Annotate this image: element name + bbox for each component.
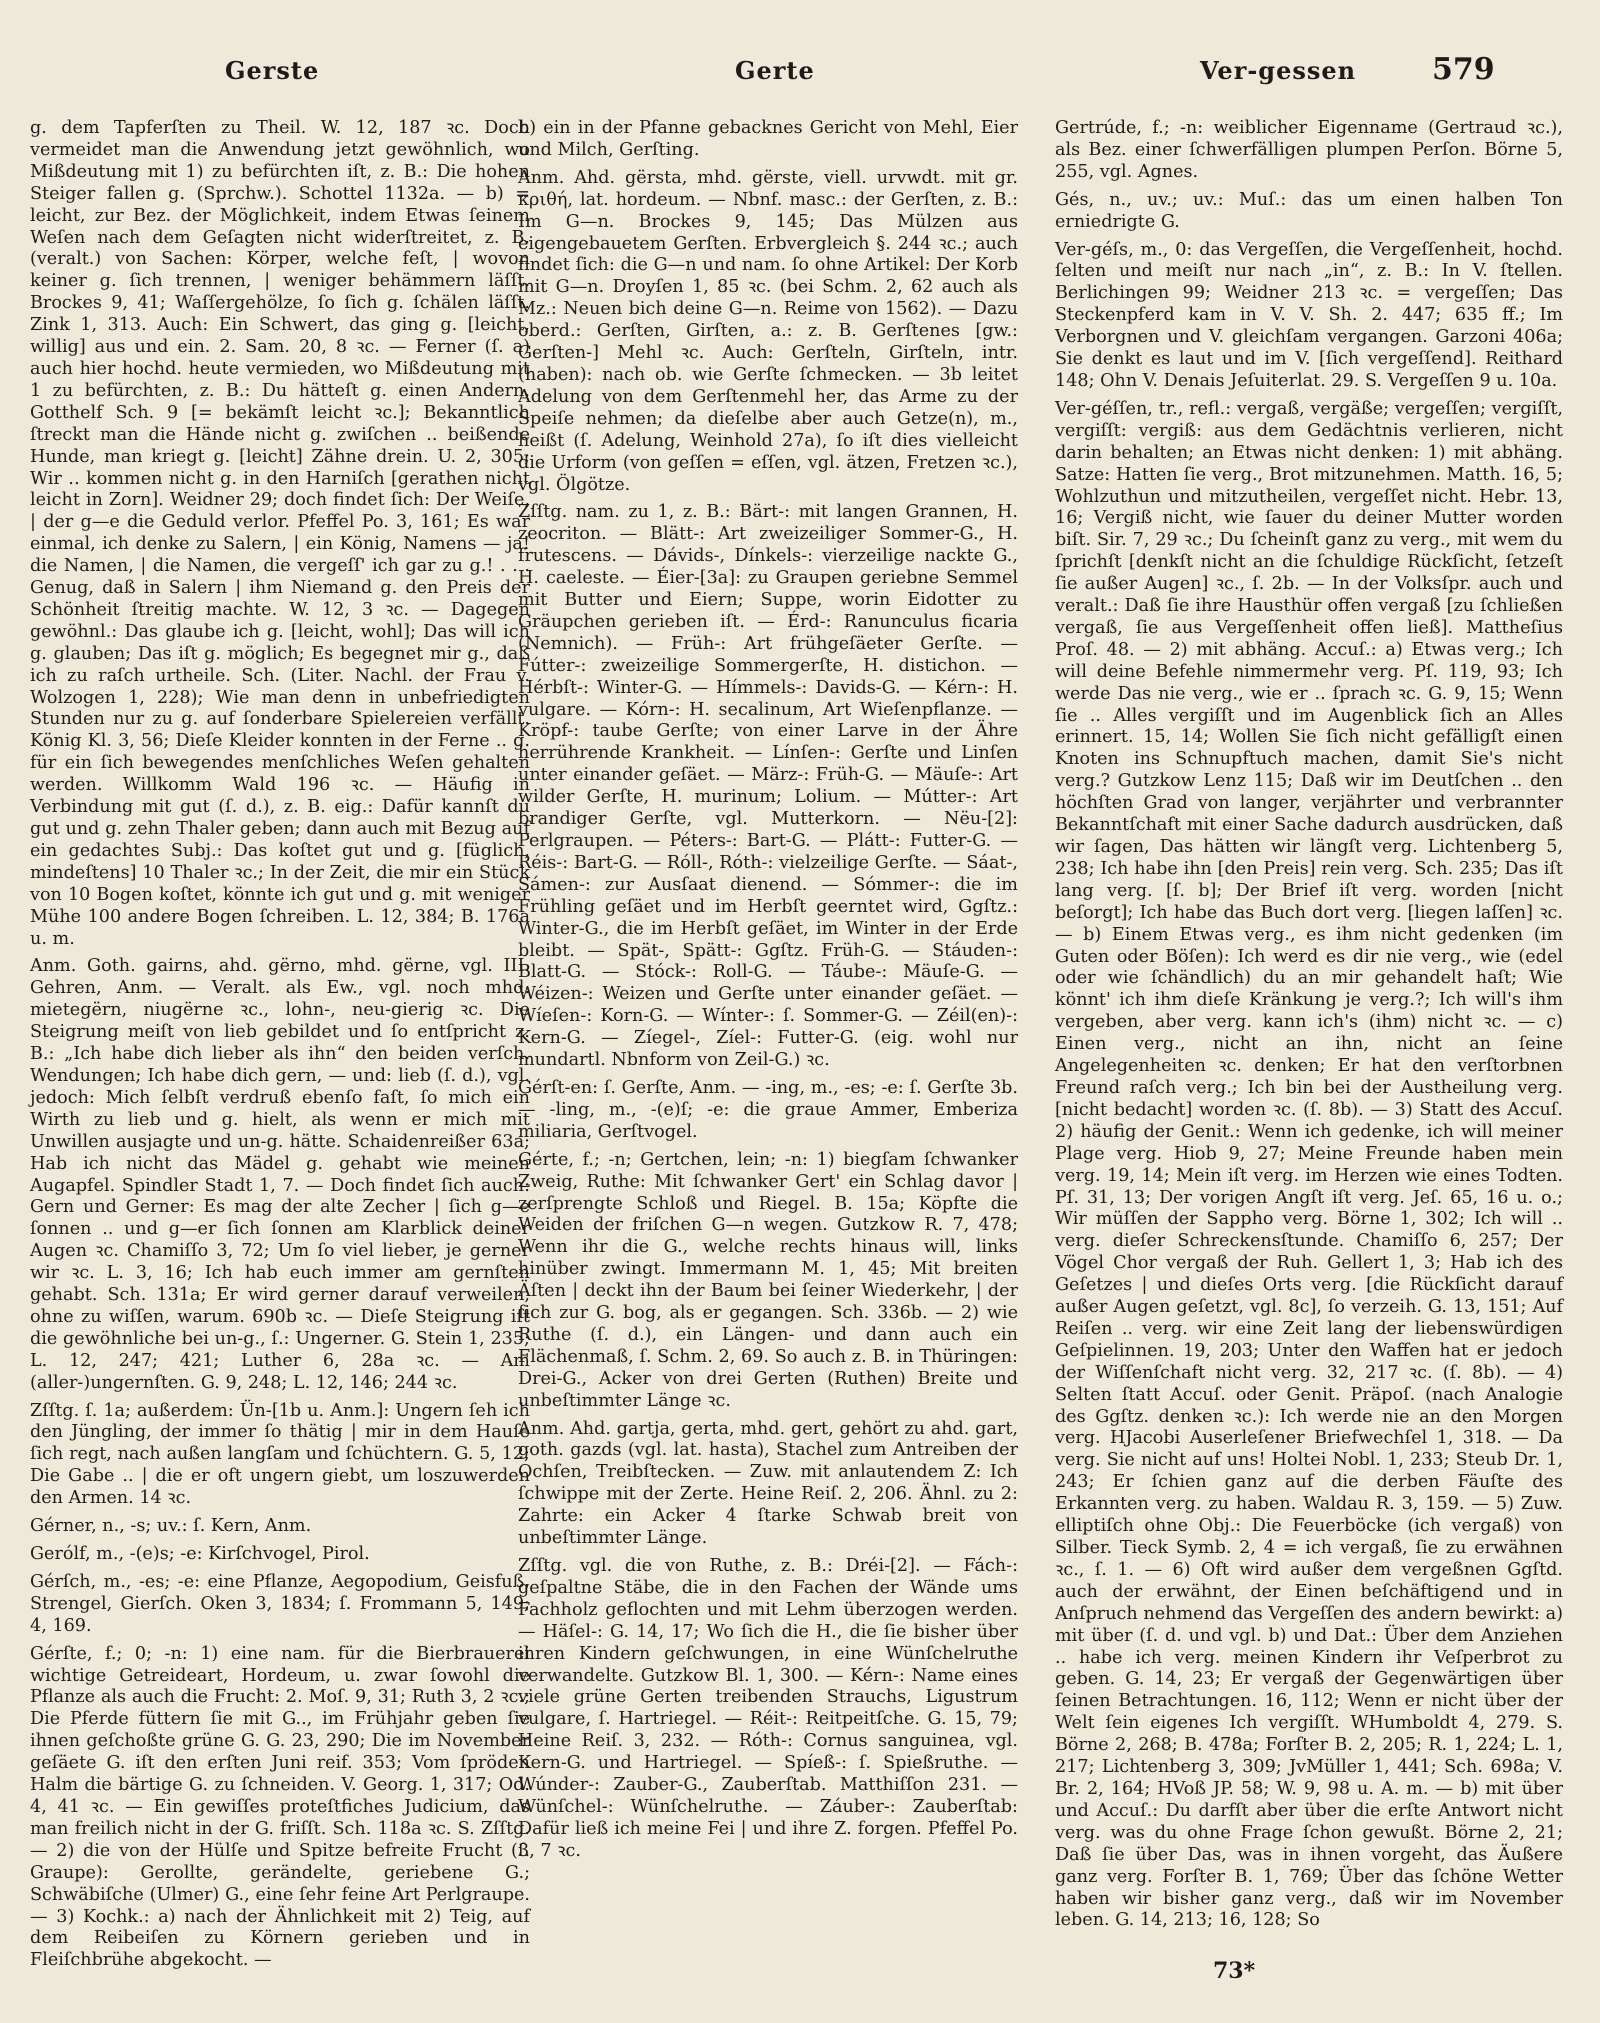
entry-paragraph: Anm. Ahd. gartja, gerta, mhd. gert, gehört zu ahd. gart, goth. gazds (vgl. lat. hasta), Stachel zum Antreiben der Ochſen, Treibſtecken. — Zuw. mit anlautendem Z: Ich ſchwippe mit der Zerte. Heine Reiſ. 2, 206. Ähnl. zu 2: Zahrte: ein Acker 4 ſtarke Schwab breit von unbeſtimmter Länge. [518, 1418, 1018, 1549]
running-head-left: Gerste [225, 56, 320, 85]
running-head-right: Ver-gessen [1200, 56, 1357, 85]
entry-paragraph: Anm. Ahd. gërsta, mhd. gërste, viell. urvwdt. mit gr. κριθή, lat. hordeum. — Nbnf. masc.: der Gerſten, z. B.: Im G—n. Brockes 9, 145; Das Mülzen aus eigengebauetem Gerſten. Erbvergleich §. 244 ꝛc.; auch findet ſich: die G—n und nam. ſo ohne Artikel: Der Korb mit G—n. Droyſen 1, 85 ꝛc. (bei Schm. 2, 62 auch als Mz.: Neuen bich deine G—n. Reime von 1562). — Dazu oberd.: Gerſten, Girſten, a.: z. B. Gerſtenes [gw.: Gerſten-] Mehl ꝛc. Auch: Gerſteln, Girſteln, intr. (haben): nach ob. wie Gerſte ſchmecken. — 3b leitet Adelung von dem Gerſtenmehl her, das Arme zu der Speiſe nehmen; da dieſelbe aber auch Getze(n), m., heißt (ſ. Adelung, Weinhold 27a), ſo iſt dies vielleicht die Urform (von geſſen = eſſen, vgl. ätzen, Fretzen ꝛc.), vgl. Ölgötze. [518, 167, 1018, 495]
entry-paragraph: g. dem Tapferſten zu Theil. W. 12, 187 ꝛc. Doch vermeidet man die Anwendung jetzt gewöhnlich, wo Mißdeutung mit 1) zu befürchten iſt, z. B.: Die hohen Steiger fallen g. (Sprchw.). Schottel 1132a. — b) = leicht, zur Bez. der Möglichkeit, indem Etwas ſeinem Weſen nach dem Geſagten nicht widerſtreitet, z. B. (veralt.) von Sachen: Körper, welche feſt, | wovon keiner g. ſich trennen, | weniger behämmern läſſt. Brockes 9, 41; Waſſergehölze, ſo ſich g. ſchälen läſſt. Zink 1, 313. Auch: Ein Schwert, das ging g. [leicht, willig] aus und ein. 2. Sam. 20, 8 ꝛc. — Ferner (ſ. a) auch hier hochd. heute vermieden, wo Mißdeutung mit 1 zu befürchten, z. B.: Du hätteſt g. einen Andern. Gotthelf Sch. 9 [= bekämſt leicht ꝛc.]; Bekanntlich ſtreckt man die Hände nicht g. zwiſchen .. beißende Hunde, man kriegt g. [leicht] Zähne drein. U. 2, 305; Wir ‥ kommen nicht g. in den Harniſch [gerathen nicht leicht in Zorn]. Weidner 29; doch findet ſich: Der Weiſe, | der g—e die Geduld verlor. Pfeffel Po. 3, 161; Es war einmal, ich denke zu Salern, | ein König, Namens — ja! die Namen, | die Namen, die vergeſſ' ich gar zu g.! . . . Genug, daß in Salern | ihm Niemand g. den Preis der Schönheit ſtreitig machte. W. 12, 3 ꝛc. — Dagegen gewöhnl.: Das glaube ich g. [leicht, wohl]; Das will ich g. glauben; Das iſt g. möglich; Es begegnet mir g., daß ich zu raſch urtheile. Sch. (Liter. Nachl. der Frau v. Wolzogen 1, 228); Wie man denn in unbefriedigten Stunden nur zu g. auf ſonderbare Spielereien verfällt. König Kl. 3, 56; Dieſe Kleider konnten in der Ferne .. g. für ein ſich bewegendes menſchliches Weſen gehalten werden. Willkomm Wald 196 ꝛc. — Häufig in Verbindung mit gut (ſ. d.), z. B. eig.: Dafür kannſt du gut und g. zehn Thaler geben; dann auch mit Bezug auf ein gedachtes Subj.: Das koſtet gut und g. [füglich, mindeſtens] 10 Thaler ꝛc.; In der Zeit, die mir ein Stück von 10 Bogen koſtet, könnte ich gut und g. mit weniger Mühe 100 andere Bogen ſchreiben. L. 12, 384; B. 176a u. m. [30, 118, 530, 949]
entry-paragraph: b) ein in der Pfanne gebacknes Gericht von Mehl, Eier und Milch, Gerſting. [518, 118, 1018, 160]
column-left [30, 118, 530, 1971]
entry-paragraph: Gérte, f.; -n; Gertchen, lein; -n: 1) biegſam ſchwanker Zweig, Ruthe: Mit ſchwanker Gert' ein Schlag davor | zerſprengte Schloß und Riegel. B. 15a; Köpfte die Weiden der friſchen G—n wegen. Gutzkow R. 7, 478; Wenn ihr die G., welche rechts hinaus will, links hinüber zwingt. Immermann M. 1, 45; Mit breiten Äſten | deckt ihn der Baum bei ſeiner Wiederkehr, | der ſich zur G. bog, als er gegangen. Sch. 336b. — 2) wie Ruthe (ſ. d.), ein Längen- und dann auch ein Flächenmaß, ſ. Schm. 2, 69. So auch z. B. in Thüringen: Drei-G., Acker von drei Gerten (Ruthen) Breite und unbeſtimmter Länge ꝛc. [518, 1149, 1018, 1411]
entry-paragraph: Gérner, n., -s; uv.: ſ. Kern, Anm. [30, 1516, 312, 1537]
page-number: 579 [1432, 52, 1495, 87]
column-right [1055, 118, 1563, 1938]
entry-paragraph: Ver-géſſen, tr., refl.: vergaß, vergäße; vergeſſen; vergiſſt, vergiſſt: vergiß: aus dem Gedächtnis verlieren, nicht darin behalten; an Etwas nicht denken: 1) mit abhäng. Satze: Hatten ſie verg., Brot mitzunehmen. Matth. 16, 5; Wohlzuthun und mitzutheilen, vergeſſet nicht. Hebr. 13, 16; Vergiß nicht, wie ſauer du deiner Mutter worden biſt. Sir. 7, 29 ꝛc.; Du ſcheinſt ganz zu verg., mit wem du ſprichſt [denkſt nicht an die ſchuldige Rückſicht, ſetzeſt ſie außer Augen] ꝛc., ſ. 2b. — In der Volksſpr. auch und veralt.: Daß ſie ihre Hausthür offen vergaß [zu ſchließen vergaß, ſie aus Vergeſſenheit offen ließ]. Mattheſius Proſ. 48. — 2) mit abhäng. Accuſ.: a) Etwas verg.; Ich will deine Befehle nimmermehr verg. Pſ. 119, 93; Ich werde Das nie verg., wie er .. ſprach ꝛc. G. 9, 15; Wenn ſie .. Alles vergiſſt und im Augenblick ſich an Alles erinnert. 15, 14; Wollen Sie ſich nicht gefälligſt einen Knoten ins Schnupftuch machen, damit Sie's nicht verg.? Gutzkow Lenz 115; Daß wir im Deutſchen .. den höchſten Grad von langer, verjährter und verbrannter Bekanntſchaft mit einer Sache dadurch ausdrücken, daß wir ſagen, Das hätten wir längſt verg. Lichtenberg 5, 238; Ich habe ihn [den Preis] rein verg. Sch. 235; Das iſt lang verg. [ſ. b]; Der Brief iſt verg. worden [nicht beſorgt]; Ich habe das Buch dort verg. [liegen laſſen] ꝛc. — b) Einem Etwas verg., es ihm nicht gedenken (im Guten oder Böſen): Ich werd es dir nie verg., wie (edel oder wie ſchändlich) du an mir gehandelt haſt; Wie könnt' ich ihm dieſe Kränkung je verg.?; Ich will's ihm vergeben, aber verg. kann ich's (ihm) nicht ꝛc. — c) Einen verg., nicht an ihn, nicht an ſeine Angelegenheiten ꝛc. denken; Er hat den verſtorbnen Freund raſch verg.; Ich bin bei der Austheilung verg. [nicht bedacht] worden ꝛc. (ſ. 8b). — 3) Statt des Accuſ. 2) häufig der Genit.: Wenn ich gedenke, ich will meiner Plage verg. Hiob 9, 27; Meine Freunde haben mein verg. 19, 14; Mein iſt verg. im Herzen wie eines Todten. Pſ. 31, 13; Der vorigen Angſt iſt verg. Jeſ. 65, 16 u. o.; Wir müſſen der Sappho verg. Börne 1, 302; Ich will .. verg. dieſer Schreckensſtunde. Chamiſſo 6, 257; Der Vögel Chor vergaß der Ruh. Gellert 1, 3; Hab ich des Geſetzes | und dieſes Orts verg. [die Rückſicht darauf außer Augen geſetzt, vgl. 8c], ſo verzeih. G. 13, 151; Auf Reiſen .. verg. wir eine Zeit lang der liebenswürdigen Geſpielinnen. 19, 203; Unter den Waffen hat er jedoch der Wiſſenſchaft nicht verg. 32, 217 ꝛc. (ſ. 8b). — 4) Selten ſtatt Accuſ. oder Genit. Präpoſ. (nach Analogie des Ggſtz. denken ꝛc.): Ich werde nie an den Morgen verg. HJacobi Auserleſener Briefwechſel 1, 318. — Da verg. Sie nicht auf uns! Holtei Nobl. 1, 233; Steub Dr. 1, 243; Er ſchien ganz auf die derben Fäuſte des Erkannten verg. zu haben. Waldau R. 3, 159. — 5) Zuw. elliptiſch ohne Obj.: Die Feuerböcke (ich vergaß) von Silber. Tieck Symb. 2, 4 = ich vergaß, ſie zu erwähnen ꝛc., ſ. 1. — 6) Oft wird außer dem vergeßnen Ggſtd. auch der erwähnt, der Einen beſchäftigend und in Anſpruch nehmend das Vergeſſen des andern bewirkt: a) mit über (ſ. d. und vgl. b) und Dat.: Über dem Anziehen .. habe ich verg. meinen Kindern ihr Veſperbrot zu geben. G. 14, 23; Er vergaß der Gegenwärtigen über ſeinen Betrachtungen. 16, 112; Wenn er nicht über der Welt ſein eigenes Ich vergiſſt. WHumboldt 4, 279. S. Börne 2, 268; B. 478a; Forſter B. 2, 205; R. 1, 224; L. 1, 217; Lichtenberg 3, 309; JvMüller 1, 441; Sch. 698a; V. Br. 2, 164; HVoß JP. 58; W. 9, 98 u. A. m. — b) mit über und Accuſ.: Du darfſt aber über die erſte Antwort nicht verg. was du ohne Frage ſchon gewußt. Börne 2, 21; Daß ſie über Das, was in ihnen vorgeht, das Äußere ganz verg. Forſter B. 1, 769; Über das ſchöne Wetter haben wir bisher ganz verg., daß wir im November leben. G. 14, 213; 16, 128; So [1055, 398, 1563, 1931]
entry-paragraph: Gertrúde, f.; -n: weiblicher Eigenname (Gertraud ꝛc.), als Bez. einer ſchwerfälligen plumpen Perſon. Börne 5, 255, vgl. Agnes. [1055, 118, 1563, 182]
entry-paragraph: Zſſtg. vgl. die von Ruthe, z. B.: Dréi-[2]. — Fách-: geſpaltne Stäbe, die in den Fachen der Wände ums Fachholz geflochten und mit Lehm überzogen werden. — Häſel-: G. 14, 17; Wo ſich die H., die ſie bisher über ihren Kindern geſchwungen, in eine Wünſchelruthe verwandelte. Gutzkow Bl. 1, 300. — Kérn-: Name eines viele grüne Gerten treibenden Strauchs, Ligustrum vulgare, ſ. Hartriegel. — Réit-: Reitpeitſche. G. 15, 79; Heine Reiſ. 3, 232. — Róth-: Cornus sanguinea, vgl. Kern-G. und Hartriegel. — Spíeß-: ſ. Spießruthe. — Wúnder-: Zauber-G., Zauberſtab. Matthiſſon 231. — Wünſchel-: Wünſchelruthe. — Záuber-: Zauberſtab: Dafür ließ ich meine Fei | und ihre Z. forgen. Pfeffel Po. 3, 7 ꝛc. [518, 1556, 1018, 1861]
entry-paragraph: Anm. Goth. gairns, ahd. gërno, mhd. gërne, vgl. III. Gehren, Anm. — Veralt. als Ew., vgl. noch mhd. mietegërn, niugërne ꝛc., lohn-, neu-gierig ꝛc. Die Steigrung meiſt von lieb gebildet und ſo entſpricht z. B.: „Ich habe dich lieber als ihn“ den beiden verſch. Wendungen; Ich habe dich gern, — und: lieb (ſ. d.), vgl. jedoch: Mich ſelbſt verdruß ebenſo faſt, ſo mich ein Wirth zu lieb und g. hielt, als wenn er mich mit Unwillen ausjagte und un-g. hätte. Schaidenreißer 63a; Hab ich nicht das Mädel g. gehabt wie meinen Augapfel. Spindler Stadt 1, 7. — Doch findet ſich auch: Gern und Gerner: Es mag der alte Zecher | ſich g—e ſonnen .. und g—er ſich ſonnen am Klarblick deiner Augen ꝛc. Chamiſſo 3, 72; Um ſo viel lieber, je gerner wir ꝛc. L. 3, 16; Ich hab euch immer am gernſten gehabt. Sch. 131a; Er wird gerner darauf verweilen, ohne zu wiſſen, warum. 690b ꝛc. — Dieſe Steigrung iſt die gewöhnliche bei un-g., ſ.: Ungerner. G. Stein 1, 235; L. 12, 247; 421; Luther 6, 28a ꝛc. — Am (aller-)ungernſten. G. 9, 248; L. 12, 146; 244 ꝛc. [30, 956, 530, 1393]
entry-paragraph: Gérſch, m., -es; -e: eine Pflanze, Aegopodium, Geisfuß, Strengel, Gierſch. Oken 3, 1834; ſ. Frommann 5, 149; 4, 169. [30, 1571, 530, 1636]
entry-paragraph: Gérſte, f.; 0; -n: 1) eine nam. für die Bierbrauerei wichtige Getreideart, Hordeum, u. zwar ſowohl die Pflanze als auch die Frucht: 2. Moſ. 9, 31; Ruth 3, 2 ꝛc.; Die Pferde füttern ſie mit G.., im Frühjahr geben ſie ihnen geſchoßte grüne G. G. 23, 290; Die im November geſäete G. iſt den erſten Juni reif. 353; Vom ſpröden Halm die bärtige G. zu ſchneiden. V. Georg. 1, 317; Od. 4, 41 ꝛc. — Ein gewiſſes proteſtfiches Judicium, das man freilich nicht in der G. friſſt. Sch. 118a ꝛc. S. Zſſtg. — 2) die von der Hülſe und Spitze befreite Frucht (ſ. Graupe): Gerollte, gerändelte, geriebene G.; Schwäbiſche (Ulmer) G., eine ſehr feine Art Perlgraupe. — 3) Kochk.: a) nach der Ähnlichkeit mit 2) Teig, auf dem Reibeiſen zu Körnern gerieben und in Fleiſchbrühe abgekocht. — [30, 1643, 530, 1971]
entry-paragraph: Gerólf, m., -(e)s; -e: Kirſchvogel, Pirol. [30, 1544, 370, 1564]
entry-paragraph: Ver-géſs, m., 0: das Vergeſſen, die Vergeſſenheit, hochd. ſelten und meiſt nur nach „in“, z. B.: In V. ſtellen. Berlichingen 99; Weidner 213 ꝛc. = vergeſſen; Das Steckenpferd kam in V. V. Sh. 2. 447; 635 ff.; Im Verborgnen und V. gleichſam vergangen. Garzoni 406a; Sie denkt es laut und im V. [ſich vergeſſend]. Reithard 148; Ohn V. Denais Jeſuiterlat. 29. S. Vergeſſen 9 u. 10a. [1055, 239, 1563, 391]
running-head-center: Gerte [735, 56, 815, 85]
column-middle [518, 118, 1018, 1938]
entry-paragraph: Gés, n., uv.; uv.: Muſ.: das um einen halben Ton erniedrigte G. [1055, 189, 1563, 232]
entry-paragraph: Gérſt-en: ſ. Gerſte, Anm. — -ing, m., -es; -e: ſ. Gerſte 3b. — -ling, m., -(e)ſ; -e: die graue Ammer, Emberiza miliaria, Gerſtvogel. [518, 1077, 1018, 1142]
signature-mark: 73* [1213, 1958, 1256, 1984]
entry-paragraph: Zſſtg. ſ. 1a; außerdem: Ün-[1b u. Anm.]: Ungern ſeh ich den Jüngling, der immer ſo thätig | mir in dem Hauſe ſich regt, nach außen langſam und ſchüchtern. G. 5, 12; Die Gabe .. | die er oft ungern giebt, um loszuwerden den Armen. 14 ꝛc. [30, 1400, 530, 1509]
entry-paragraph: Zſſtg. nam. zu 1, z. B.: Bärt-: mit langen Grannen, H. zeocriton. — Blätt-: Art zweizeiliger Sommer-G., H. frutescens. — Dávids-, Dínkels-: vierzeilige nackte G., H. caeleste. — Éier-[3a]: zu Graupen geriebne Semmel mit Butter und Eiern; Suppe, worin Eidotter zu Gräupchen gerieben iſt. — Érd-: Ranunculus ficaria (Nemnich). — Früh-: Art frühgeſäeter Gerſte. — Fútter-: zweizeilige Sommergerſte, H. distichon. — Hérbſt-: Winter-G. — Hímmels-: Davids-G. — Kérn-: H. vulgare. — Kórn-: H. secalinum, Art Wieſenpflanze. — Kröpf-: taube Gerſte; von einer Larve in der Ähre herrührende Krankheit. — Línſen-: Gerſte und Linſen unter einander geſäet. — März-: Früh-G. — Mäuſe-: Art wilder Gerſte, H. murinum; Lolium. — Mútter-: Art brandiger Gerſte, vgl. Mutterkorn. — Nëu-[2]: Perlgraupen. — Péters-: Bart-G. — Plátt-: Futter-G. — Réis-: Bart-G. — Róll-, Róth-: vielzeilige Gerſte. — Sáat-, Sámen-: zur Ausſaat dienend. — Sómmer-: die im Frühling geſäet und im Herbſt geerntet wird, Ggſtz.: Winter-G., die im Herbſt geſäet, im Winter in der Erde bleibt. — Spät-, Spätt-: Ggſtz. Früh-G. — Stáuden-: Blatt-G. — Stóck-: Roll-G. — Táube-: Mäuſe-G. — Wéizen-: Weizen und Gerſte unter einander geſäet. — Wíeſen-: Korn-G. — Wínter-: ſ. Sommer-G. — Zéil(en)-: Kern-G. — Zíegel-, Zíel-: Futter-G. (eig. wohl nur mundartl. Nbnform von Zeil-G.) ꝛc. [518, 502, 1018, 1071]
